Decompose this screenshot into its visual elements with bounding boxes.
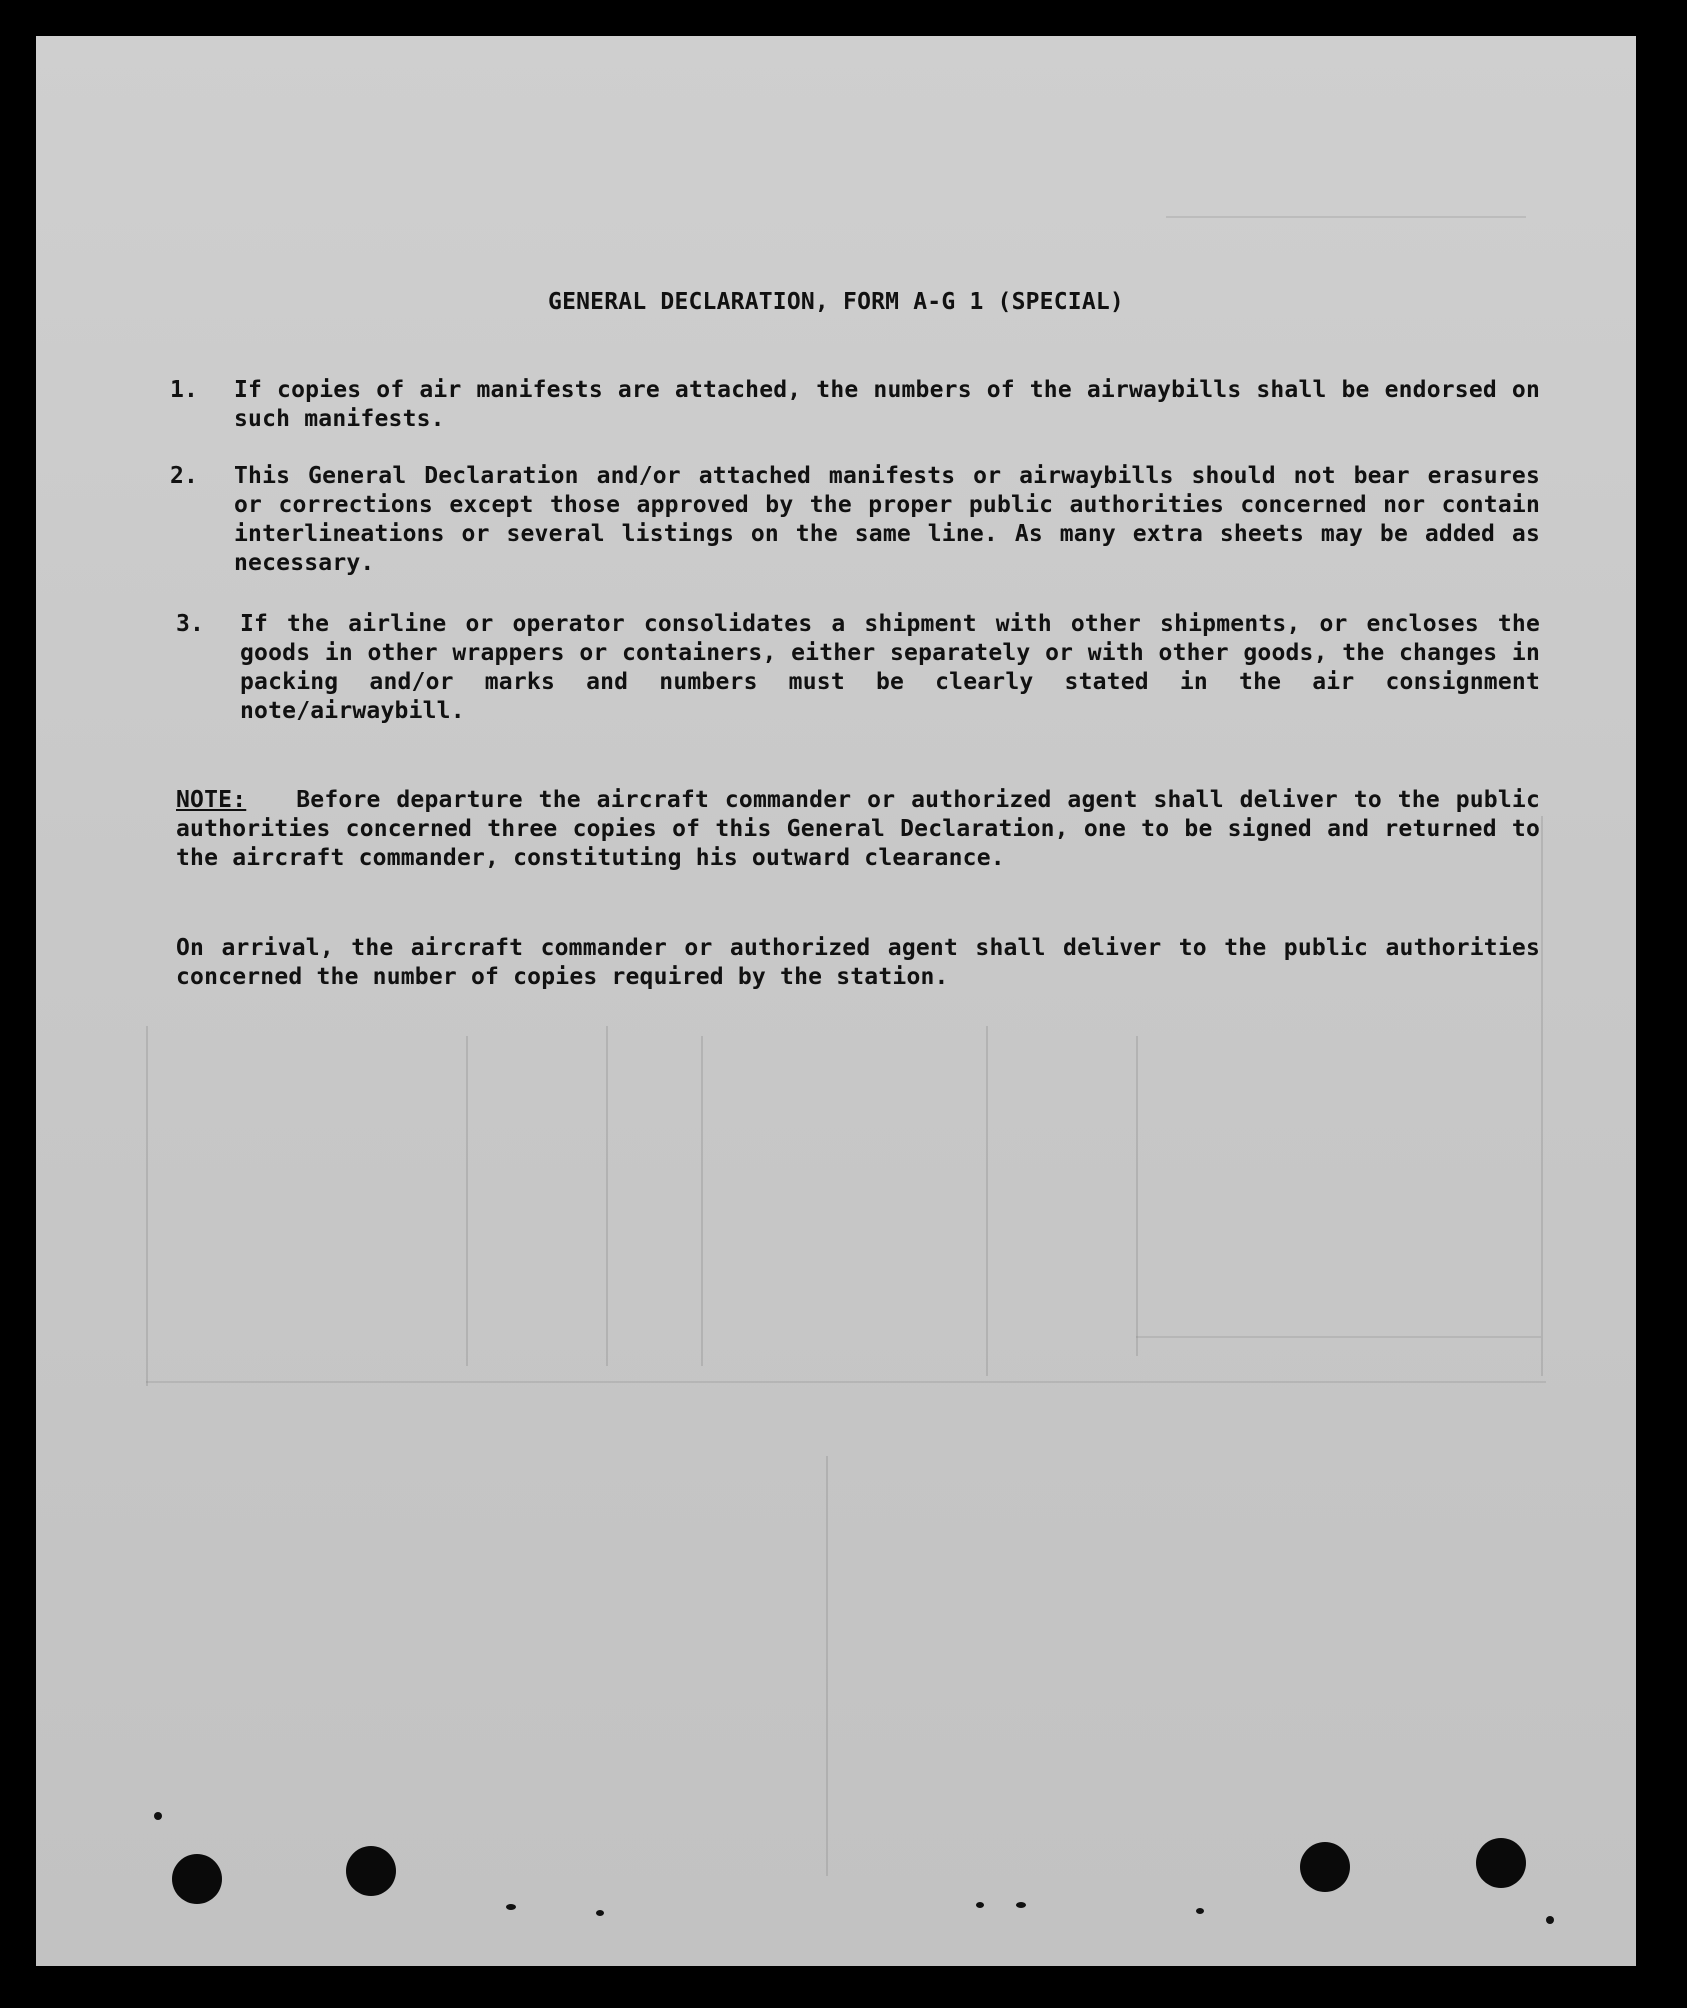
item-number: 2. [170,463,199,489]
note-label: NOTE: [176,787,247,813]
list-item [176,610,1540,726]
bleed-through-lines [36,36,1636,1966]
list-item [170,462,1540,578]
page-title: GENERAL DECLARATION, FORM A-G 1 (SPECIAL) [548,289,1124,315]
arrival-paragraph: On arrival, the aircraft commander or authorized agent shall deliver to the public authorities concerned the number of copies required by the station. [176,935,1540,990]
punch-hole [172,1854,222,1904]
note-text: Before departure the aircraft commander or authorized agent shall deliver to the public authorities concerned three copies of this General Declaration, one to be signed and returned to the aircraft commander, constituting his outward clearance. [176,787,1540,871]
note-paragraph [176,786,1540,873]
item-number: 1. [170,377,199,403]
item-number: 3. [176,611,205,637]
punch-hole [1300,1842,1350,1892]
punch-hole [346,1846,396,1896]
item-text: This General Declaration and/or attached manifests or airwaybills should not bear erasures or corrections except those approved by the proper public authorities concerned nor contain interlineations or several listings on the same line. As many extra sheets may be added as necessary. [234,463,1540,576]
document-page [36,36,1636,1966]
punch-hole [1476,1838,1526,1888]
item-text: If the airline or operator consolidates a shipment with other shipments, or encloses the goods in other wrappers or containers, either separately or with other goods, the changes in packing and/or marks and numbers must be clearly stated in the air consignment note/airwaybill. [240,611,1540,724]
item-text: If copies of air manifests are attached, the numbers of the airwaybills shall be endorsed on such manifests. [234,377,1540,432]
list-item [170,376,1540,434]
